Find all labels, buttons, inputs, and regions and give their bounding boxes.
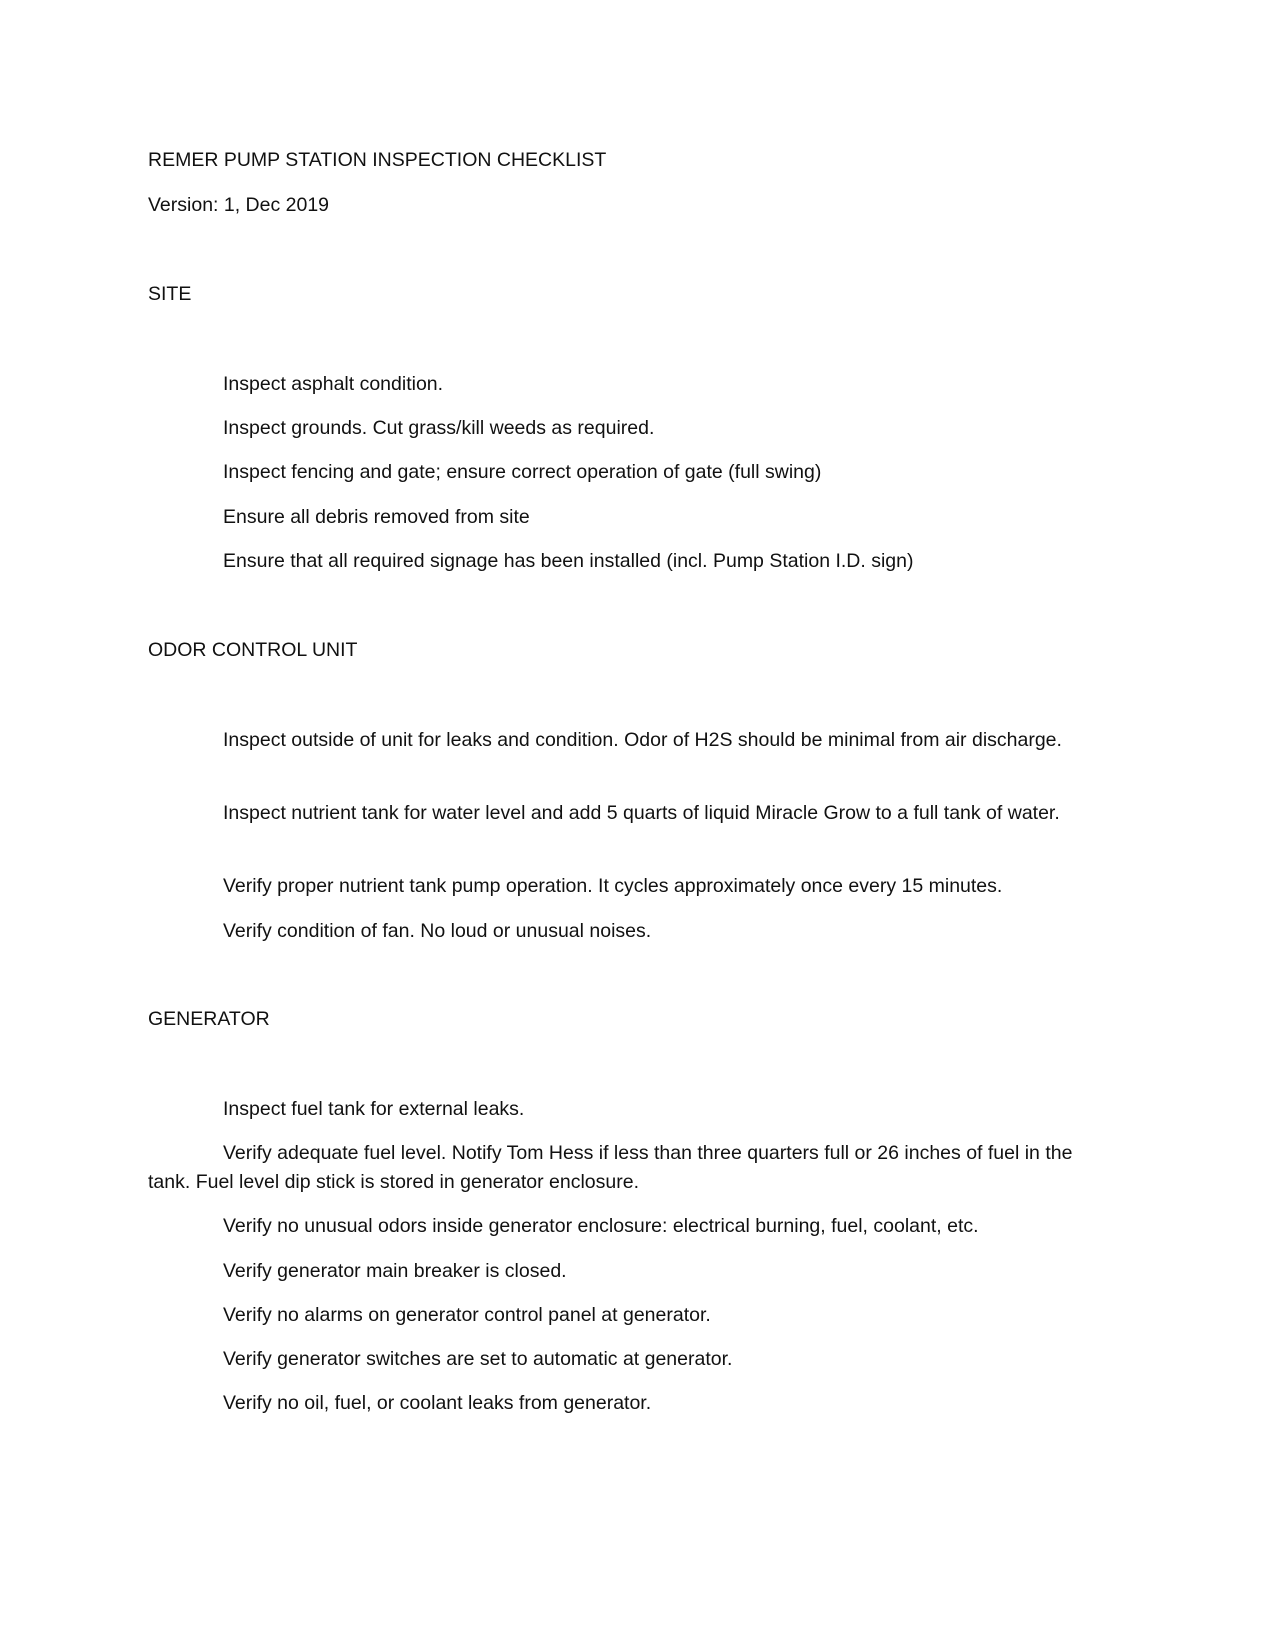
checklist-item: Verify no unusual odors inside generator enclosure: electrical burning, fuel, coolant, etc.: [223, 1215, 979, 1237]
checklist-item: Verify proper nutrient tank pump operation. It cycles approximately once every 15 minutes.: [223, 875, 1003, 897]
section-heading-site: SITE: [148, 283, 192, 305]
checklist-item: Inspect nutrient tank for water level and add 5 quarts of liquid Miracle Grow to a full tank of water.: [223, 802, 1060, 824]
checklist-item: Inspect fuel tank for external leaks.: [223, 1098, 525, 1120]
checklist-item: Ensure that all required signage has been installed (incl. Pump Station I.D. sign): [223, 550, 914, 572]
checklist-item: Verify generator main breaker is closed.: [223, 1260, 567, 1282]
checklist-item: Verify condition of fan. No loud or unusual noises.: [223, 920, 652, 942]
section-heading-odor-control-unit: ODOR CONTROL UNIT: [148, 639, 358, 661]
checklist-item: Inspect outside of unit for leaks and condition. Odor of H2S should be minimal from air discharge.: [223, 729, 1062, 751]
checklist-item: Verify no oil, fuel, or coolant leaks from generator.: [223, 1392, 652, 1414]
checklist-item: Ensure all debris removed from site: [223, 506, 530, 528]
checklist-item: Verify adequate fuel level. Notify Tom Hess if less than three quarters full or 26 inches of fuel in the tank. Fuel level dip stick is stored in generator enclosure.: [148, 1142, 1073, 1193]
checklist-item: Inspect asphalt condition.: [223, 373, 444, 395]
checklist-item: Verify generator switches are set to automatic at generator.: [223, 1348, 733, 1370]
document-title: REMER PUMP STATION INSPECTION CHECKLIST: [148, 149, 607, 171]
checklist-item: Inspect fencing and gate; ensure correct operation of gate (full swing): [223, 461, 822, 483]
document-version: Version: 1, Dec 2019: [148, 194, 330, 216]
checklist-item: Verify no alarms on generator control panel at generator.: [223, 1304, 711, 1326]
checklist-item: Inspect grounds. Cut grass/kill weeds as required.: [223, 417, 655, 439]
section-heading-generator: GENERATOR: [148, 1008, 270, 1030]
